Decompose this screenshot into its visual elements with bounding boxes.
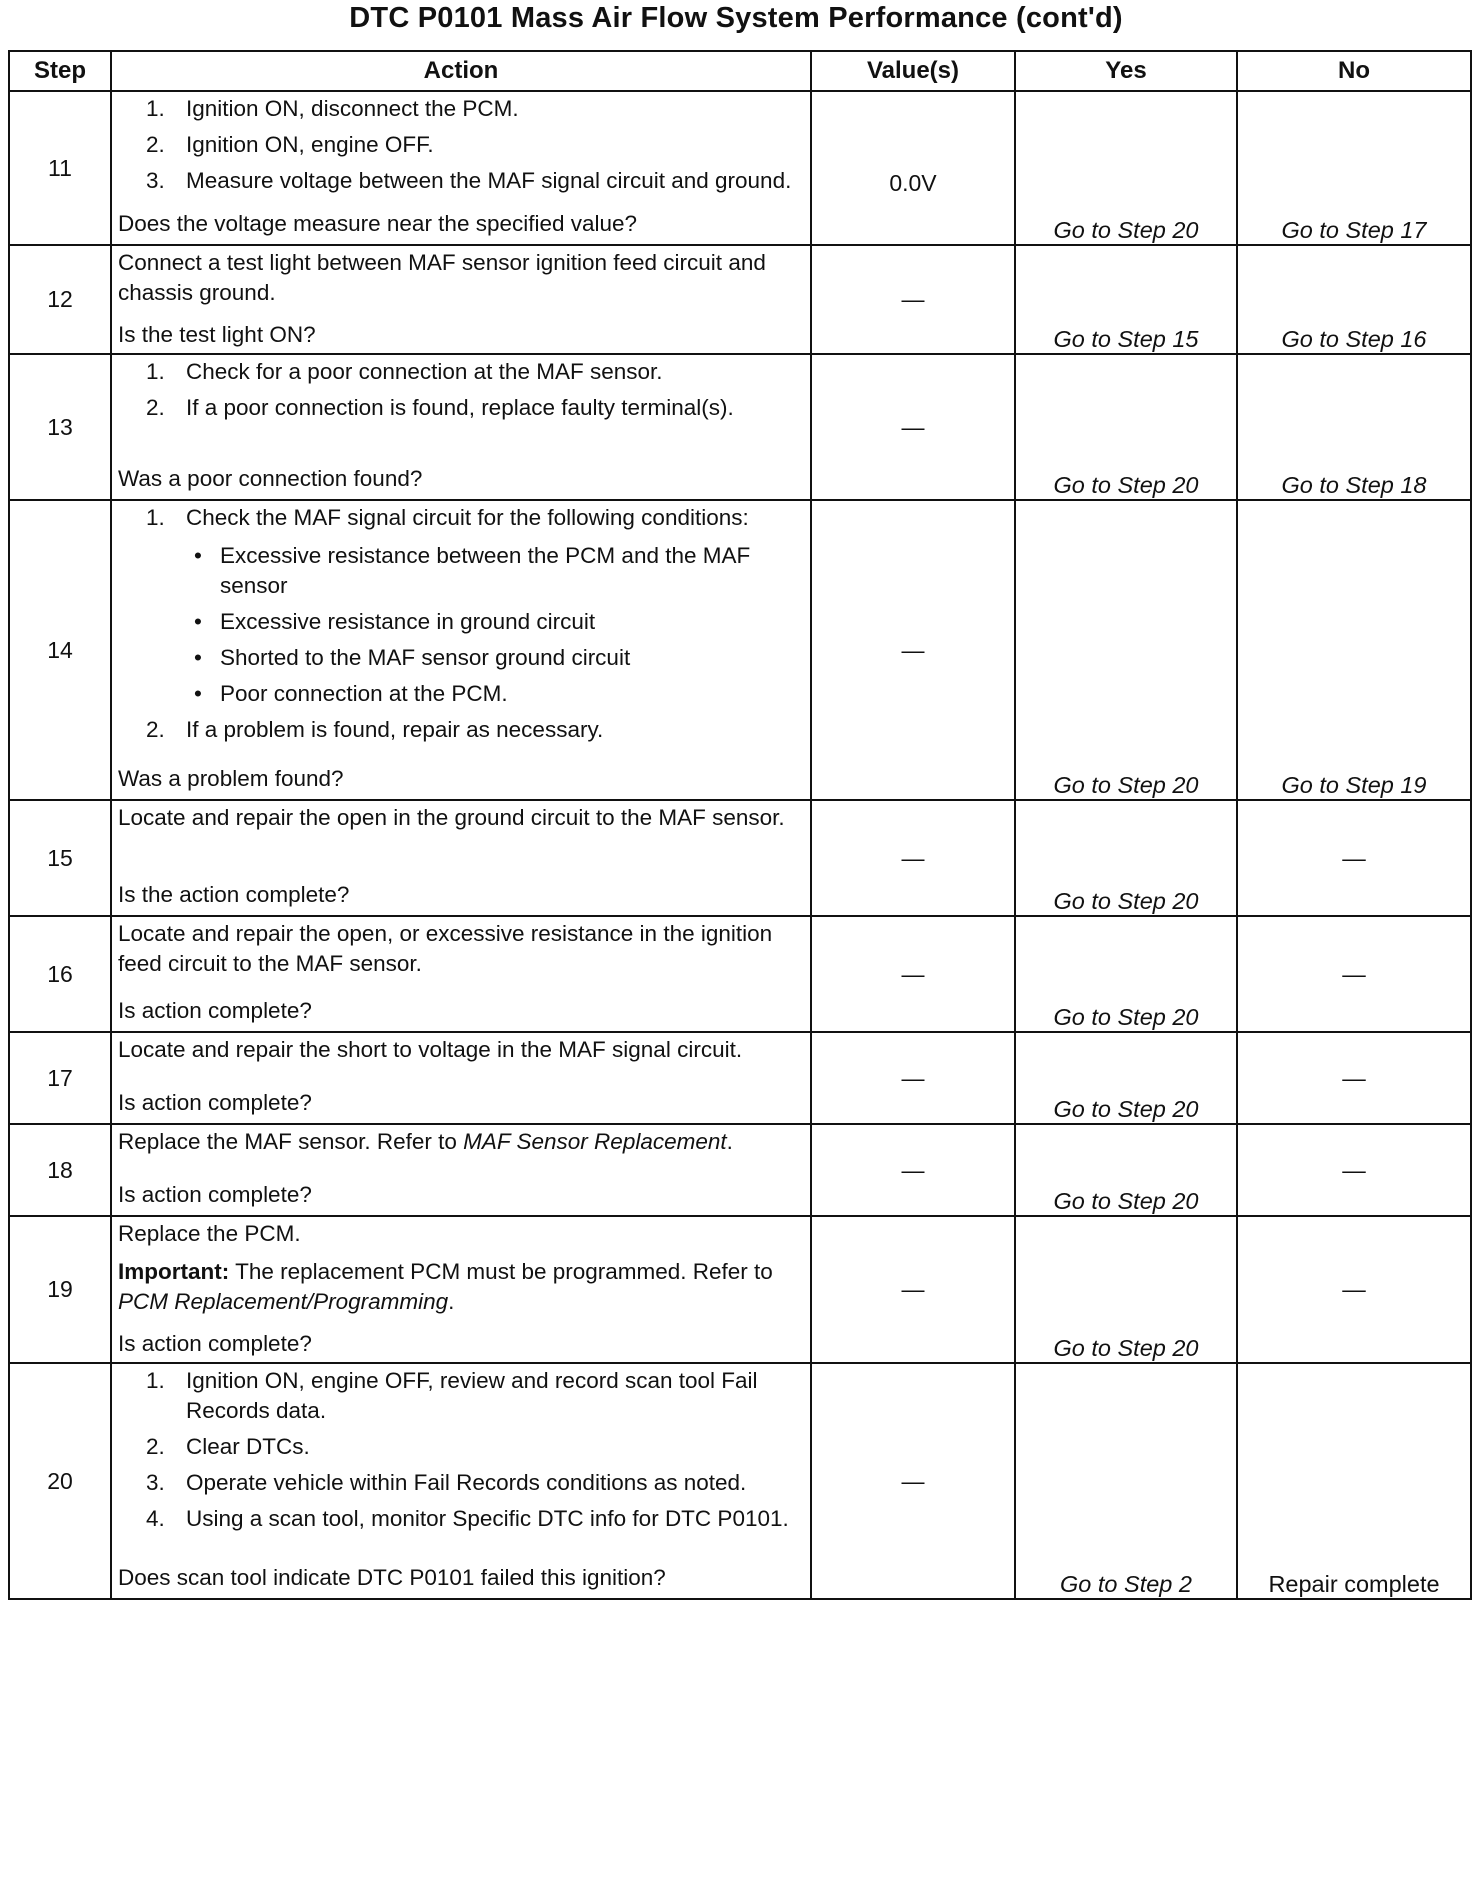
action-instructions [118,1035,804,1084]
action-cell [111,1363,811,1599]
action-question: Is the action complete? [118,882,350,907]
procedure-item [118,503,804,709]
procedure-item-text: Check the MAF signal circuit for the following conditions: [186,505,749,530]
procedure-item [118,715,804,745]
action-instructions [118,803,804,876]
action-content [112,355,810,497]
action-cell [111,245,811,354]
bullet-icon: • [194,645,202,670]
action-question: Is action complete? [118,1182,312,1207]
header-no: No [1237,51,1471,91]
procedure-item [118,94,804,124]
value-cell: — [811,245,1015,354]
action-question: Is the test light ON? [118,322,316,347]
procedure-item-text: Using a scan tool, monitor Specific DTC info for DTC P0101. [186,1506,789,1531]
action-paragraph: Locate and repair the open in the ground circuit to the MAF sensor. [118,805,785,830]
condition-text: Poor connection at the PCM. [220,681,508,706]
action-question: Is action complete? [118,998,312,1023]
action-cell [111,91,811,245]
no-cell: Go to Step 16 [1237,245,1471,354]
procedure-item-text: Measure voltage between the MAF signal circuit and ground. [186,168,792,193]
procedure-item-number: 2. [146,132,165,157]
step-number: 17 [9,1032,111,1124]
action-content [112,92,810,242]
bullet-icon: • [194,543,202,568]
table-row [9,354,1471,500]
procedure-item-text: Clear DTCs. [186,1434,310,1459]
yes-cell: Go to Step 20 [1015,500,1237,800]
step-number: 20 [9,1363,111,1599]
header-yes: Yes [1015,51,1237,91]
procedure-item-number: 1. [146,96,165,121]
table-row [9,1032,1471,1124]
yes-cell: Go to Step 20 [1015,800,1237,916]
action-instructions [118,1219,804,1325]
procedure-item [118,1432,804,1462]
procedure-item-text: Operate vehicle within Fail Records conditions as noted. [186,1470,747,1495]
action-instructions [118,1127,804,1176]
condition-item [186,679,804,709]
procedure-item-number: 1. [146,1368,165,1393]
no-cell: Go to Step 17 [1237,91,1471,245]
procedure-item-text: Ignition ON, disconnect the PCM. [186,96,519,121]
bullet-icon: • [194,609,202,634]
action-question: Is action complete? [118,1331,312,1356]
action-paragraph: Locate and repair the open, or excessive resistance in the ignition feed circuit to the MAF sensor. [118,921,773,976]
action-paragraph: Important: The replacement PCM must be programmed. Refer to PCM Replacement/Programming. [118,1259,773,1314]
action-cell [111,354,811,500]
no-cell: Go to Step 19 [1237,500,1471,800]
table-body [9,91,1471,1599]
value-cell: — [811,800,1015,916]
action-question: Is action complete? [118,1090,312,1115]
value-cell: — [811,1363,1015,1599]
step-number: 19 [9,1216,111,1363]
no-cell: — [1237,916,1471,1032]
action-question: Does scan tool indicate DTC P0101 failed this ignition? [118,1565,666,1590]
procedure-item-text: Check for a poor connection at the MAF sensor. [186,359,663,384]
yes-cell: Go to Step 20 [1015,1124,1237,1216]
action-cell [111,916,811,1032]
procedure-item [118,1468,804,1498]
procedure-item-number: 4. [146,1506,165,1531]
action-paragraph: Connect a test light between MAF sensor ignition feed circuit and chassis ground. [118,250,766,305]
table-row [9,245,1471,354]
condition-item [186,541,804,601]
header-step: Step [9,51,111,91]
action-instructions [118,1366,804,1559]
action-cell [111,1216,811,1363]
no-cell: — [1237,1216,1471,1363]
table-row [9,1124,1471,1216]
action-content [112,917,810,1029]
reference-link-text: MAF Sensor Replacement [463,1129,727,1154]
condition-item [186,643,804,673]
step-number: 13 [9,354,111,500]
condition-item [186,607,804,637]
action-instructions [118,357,804,460]
action-paragraph: Replace the MAF sensor. Refer to MAF Sensor Replacement. [118,1129,733,1154]
action-cell [111,500,811,800]
condition-text: Excessive resistance in ground circuit [220,609,596,634]
action-cell [111,1032,811,1124]
action-paragraph: Replace the PCM. [118,1221,301,1246]
yes-cell: Go to Step 2 [1015,1363,1237,1599]
header-values: Value(s) [811,51,1015,91]
procedure-item-text: If a poor connection is found, replace faulty terminal(s). [186,395,734,420]
action-content [112,1364,810,1596]
step-number: 15 [9,800,111,916]
bullet-icon: • [194,681,202,706]
action-content [112,1125,810,1213]
value-cell: — [811,500,1015,800]
yes-cell: Go to Step 20 [1015,1216,1237,1363]
action-instructions [118,94,804,205]
procedure-item-number: 3. [146,1470,165,1495]
action-content [112,501,810,797]
procedure-item-number: 1. [146,359,165,384]
important-label: Important: [118,1259,230,1284]
procedure-item [118,357,804,387]
procedure-item-number: 2. [146,1434,165,1459]
table-row [9,916,1471,1032]
procedure-list [118,357,804,423]
reference-link-text: PCM Replacement/Programming [118,1289,449,1314]
procedure-item-number: 3. [146,168,165,193]
no-cell: Repair complete [1237,1363,1471,1599]
action-question: Does the voltage measure near the specified value? [118,211,638,236]
action-content [112,1217,810,1362]
step-number: 14 [9,500,111,800]
table-row [9,1363,1471,1599]
procedure-list [118,94,804,196]
action-instructions [118,503,804,760]
value-cell: — [811,1216,1015,1363]
table-row [9,91,1471,245]
no-cell: — [1237,1124,1471,1216]
yes-cell: Go to Step 20 [1015,1032,1237,1124]
diagnostic-table [8,50,1472,1600]
procedure-item-number: 2. [146,717,165,742]
condition-text: Shorted to the MAF sensor ground circuit [220,645,631,670]
action-paragraph: Locate and repair the short to voltage in the MAF signal circuit. [118,1037,743,1062]
action-question: Was a problem found? [118,766,344,791]
table-row [9,800,1471,916]
action-content [112,246,810,353]
no-cell: — [1237,1032,1471,1124]
procedure-item [118,1504,804,1534]
action-instructions [118,919,804,992]
action-content [112,1033,810,1121]
table-header-row [9,51,1471,91]
value-cell: — [811,1032,1015,1124]
step-number: 16 [9,916,111,1032]
procedure-item-text: If a problem is found, repair as necessary. [186,717,604,742]
procedure-item-text: Ignition ON, engine OFF. [186,132,434,157]
table-row [9,500,1471,800]
procedure-item-text: Ignition ON, engine OFF, review and record scan tool Fail Records data. [186,1368,758,1423]
value-cell: — [811,1124,1015,1216]
action-cell [111,1124,811,1216]
table-row [9,1216,1471,1363]
yes-cell: Go to Step 15 [1015,245,1237,354]
value-cell: 0.0V [811,91,1015,245]
header-action: Action [111,51,811,91]
no-cell: Go to Step 18 [1237,354,1471,500]
procedure-item [118,130,804,160]
procedure-item [118,1366,804,1426]
value-cell: — [811,916,1015,1032]
step-number: 12 [9,245,111,354]
condition-text: Excessive resistance between the PCM and the MAF sensor [220,543,751,598]
step-number: 11 [9,91,111,245]
yes-cell: Go to Step 20 [1015,354,1237,500]
procedure-item [118,166,804,196]
procedure-list [118,503,804,745]
yes-cell: Go to Step 20 [1015,916,1237,1032]
step-number: 18 [9,1124,111,1216]
action-question: Was a poor connection found? [118,466,423,491]
value-cell: — [811,354,1015,500]
page-title: DTC P0101 Mass Air Flow System Performance (cont'd) [349,2,1123,34]
yes-cell: Go to Step 20 [1015,91,1237,245]
action-content [112,801,810,913]
action-cell [111,800,811,916]
no-cell: — [1237,800,1471,916]
procedure-list [118,1366,804,1534]
procedure-item-number: 2. [146,395,165,420]
procedure-item [118,393,804,423]
condition-list [186,541,804,709]
action-instructions [118,248,804,316]
procedure-item-number: 1. [146,505,165,530]
